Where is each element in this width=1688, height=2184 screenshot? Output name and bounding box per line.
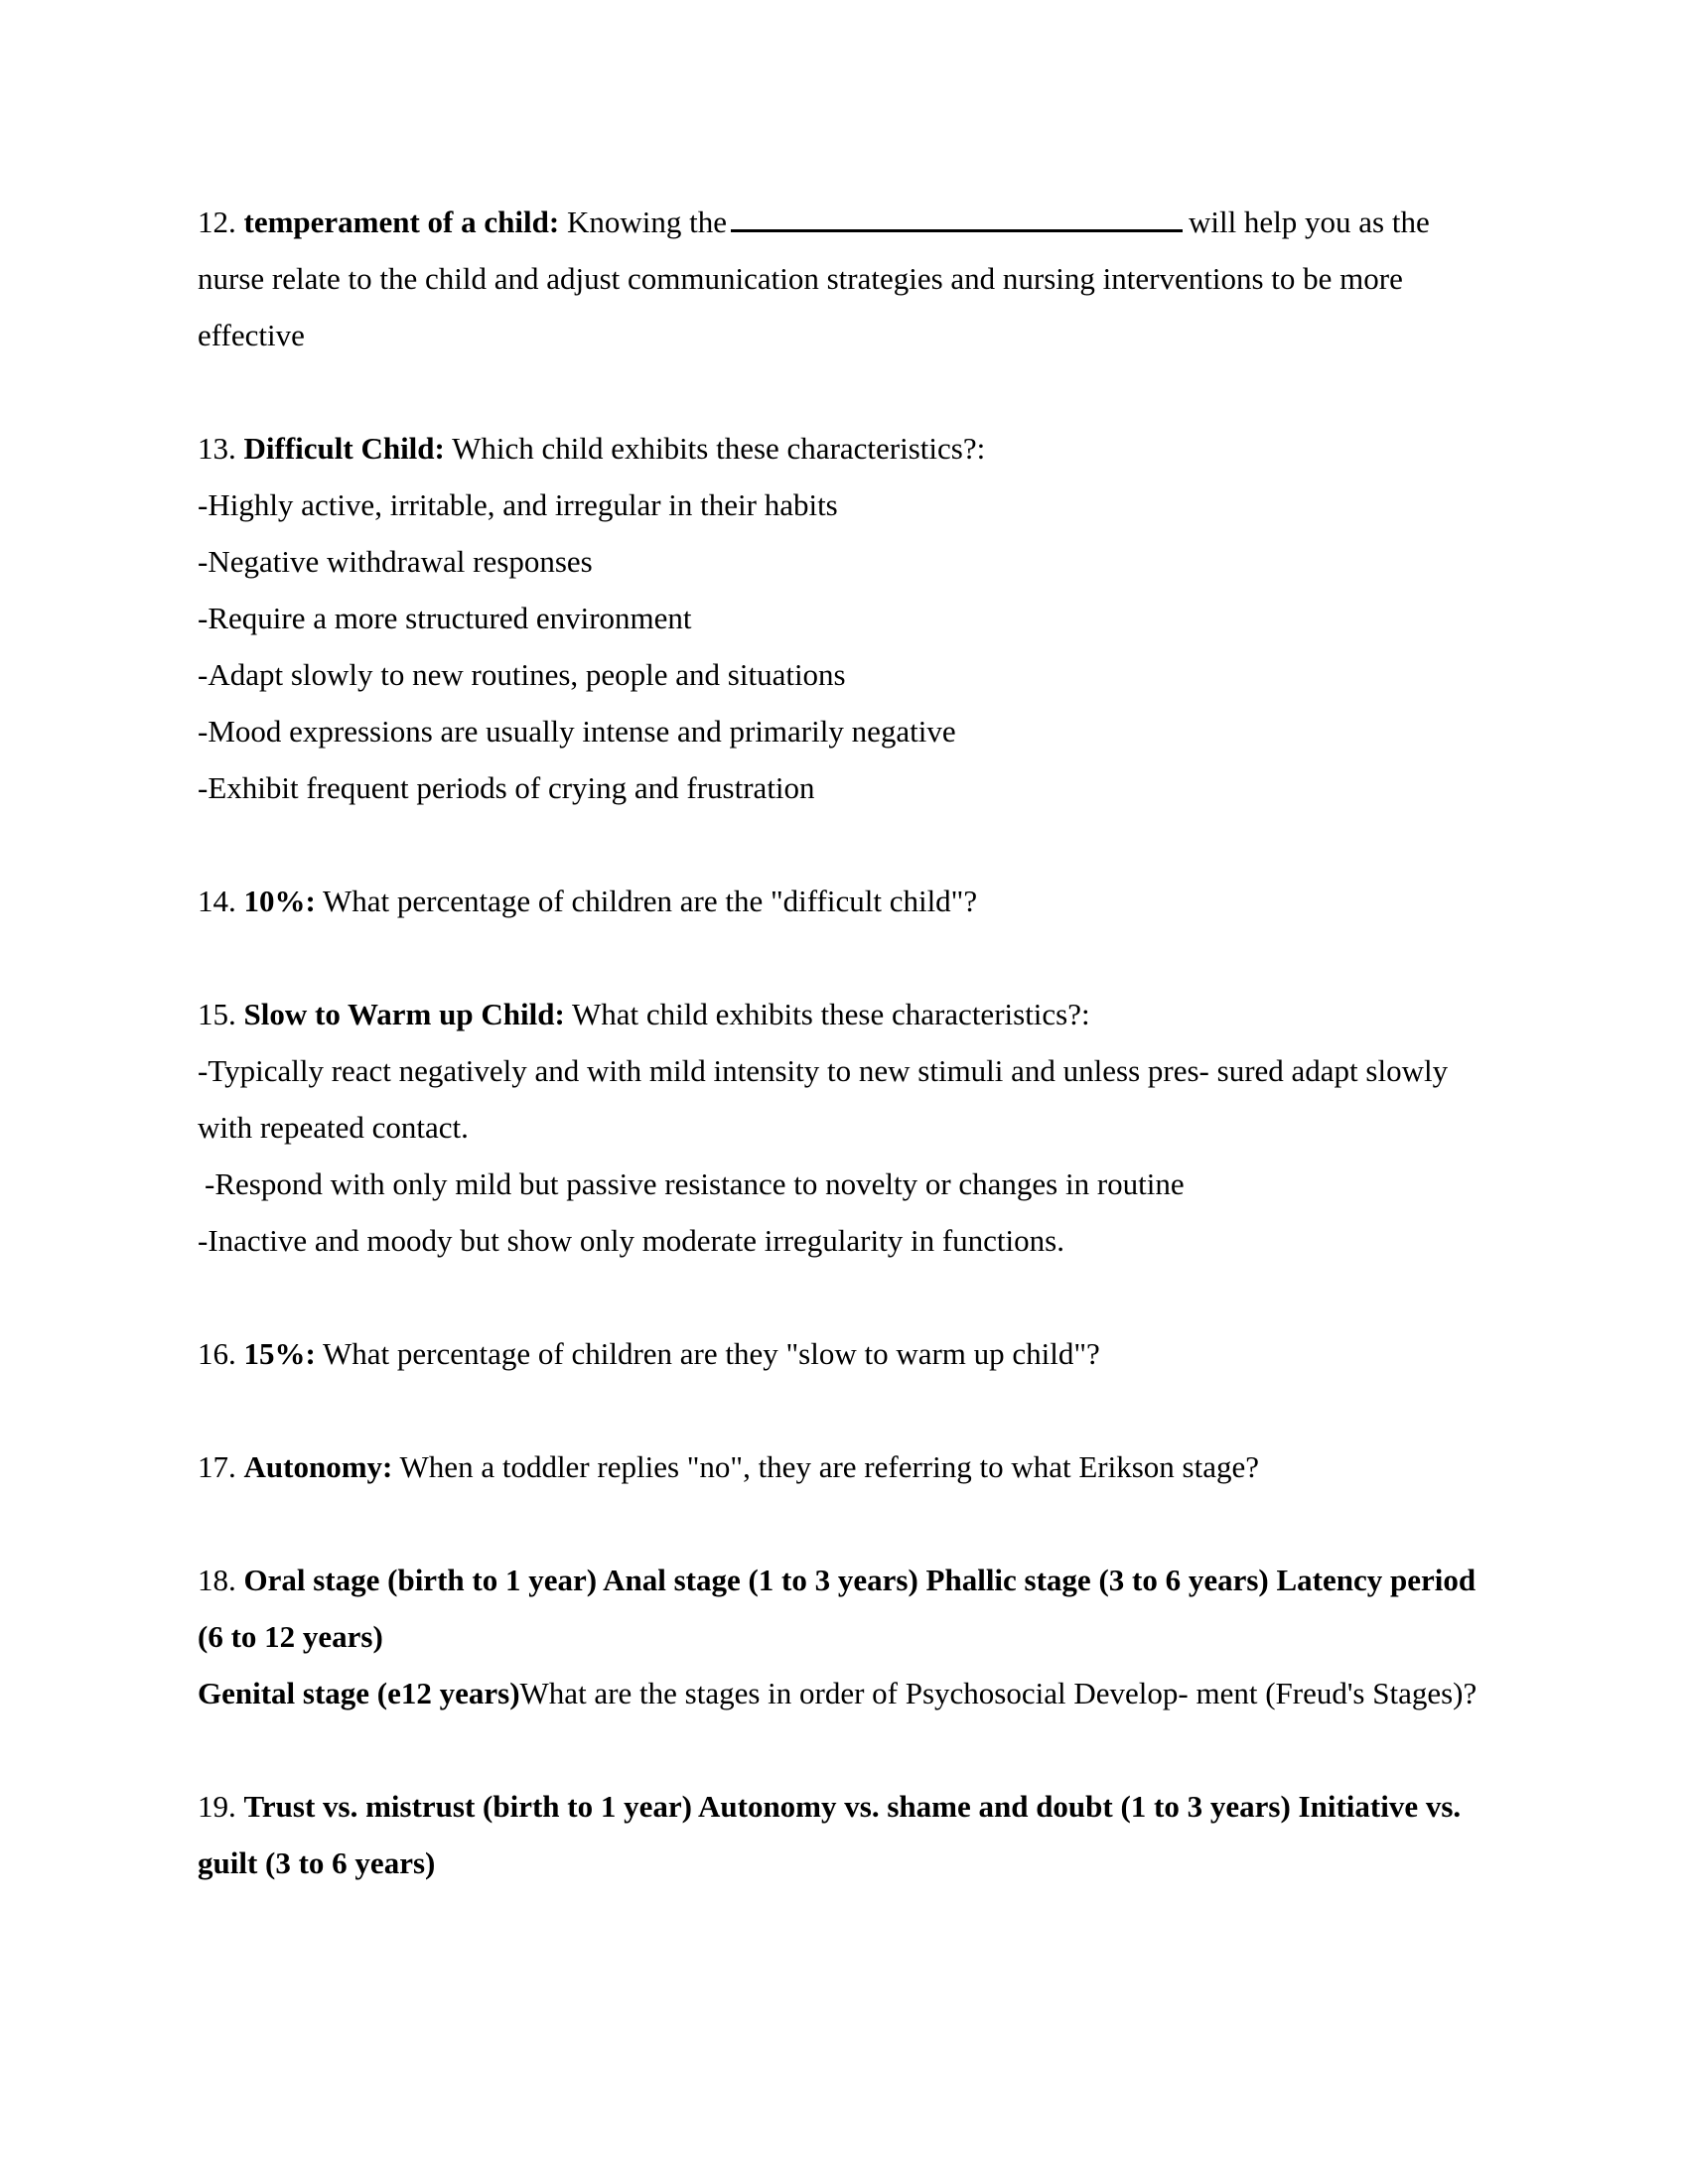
characteristic-line: -Exhibit frequent periods of crying and frustration — [198, 770, 815, 805]
answer-term: temperament of a child: — [243, 205, 560, 239]
characteristic-line: -Inactive and moody but show only moderate irregularity in functions. — [198, 1223, 1064, 1258]
question-text: When a toddler replies "no", they are referring to what Erikson stage? — [399, 1449, 1259, 1484]
question-text: What percentage of children are the "difficult child"? — [323, 884, 978, 918]
question-number: 17. — [198, 1449, 236, 1484]
question-text: What child exhibits these characteristics?: — [571, 997, 1090, 1031]
question-text: will help you as the nurse relate to the child and adjust communication strategies and nursing interventions to be more effective — [198, 205, 1430, 352]
question-14 — [198, 873, 1488, 929]
answer-term: Difficult Child: — [243, 431, 445, 466]
question-number: 14. — [198, 884, 236, 918]
question-16 — [198, 1325, 1488, 1382]
answer-term: Oral stage (birth to 1 year) Anal stage (1 to 3 years) Phallic stage (3 to 6 years) Latency period (6 to 12 years) — [198, 1563, 1477, 1654]
fill-in-blank — [731, 205, 1183, 232]
question-18-continued — [198, 1665, 1488, 1721]
question-text: Knowing the — [566, 205, 727, 239]
characteristic-line: -Highly active, irritable, and irregular in their habits — [198, 487, 838, 522]
document-page — [198, 194, 1488, 1891]
question-number: 18. — [198, 1563, 236, 1597]
question-18 — [198, 1552, 1488, 1665]
question-text: Which child exhibits these characteristics?: — [452, 431, 986, 466]
question-number: 12. — [198, 205, 236, 239]
characteristic-line: -Negative withdrawal responses — [198, 544, 593, 579]
question-text: What are the stages in order of Psychosocial Develop- ment (Freud's Stages)? — [519, 1676, 1477, 1710]
characteristic-line: -Adapt slowly to new routines, people and situations — [198, 657, 846, 692]
characteristic-line: -Require a more structured environment — [198, 601, 692, 635]
answer-term: 15%: — [243, 1336, 316, 1371]
question-number: 15. — [198, 997, 236, 1031]
question-15 — [198, 986, 1488, 1042]
question-number: 13. — [198, 431, 236, 466]
answer-term: Genital stage (e12 years) — [198, 1676, 520, 1710]
characteristic-line: -Mood expressions are usually intense and primarily negative — [198, 714, 956, 749]
answer-term: 10%: — [243, 884, 316, 918]
characteristic-line: -Typically react negatively and with mild intensity to new stimuli and unless pres- sured adapt slowly with repeated contact. — [198, 1053, 1449, 1145]
question-13 — [198, 420, 1488, 477]
answer-term: Autonomy: — [243, 1449, 393, 1484]
characteristic-line: -Respond with only mild but passive resistance to novelty or changes in routine — [205, 1166, 1185, 1201]
question-19 — [198, 1778, 1488, 1891]
question-17 — [198, 1438, 1488, 1495]
question-number: 19. — [198, 1789, 236, 1824]
question-text: What percentage of children are they "slow to warm up child"? — [323, 1336, 1100, 1371]
answer-term: Slow to Warm up Child: — [243, 997, 565, 1031]
question-number: 16. — [198, 1336, 236, 1371]
answer-term: Trust vs. mistrust (birth to 1 year) Autonomy vs. shame and doubt (1 to 3 years) Initiative vs. guilt (3 to 6 years) — [198, 1789, 1462, 1880]
question-12 — [198, 194, 1488, 363]
